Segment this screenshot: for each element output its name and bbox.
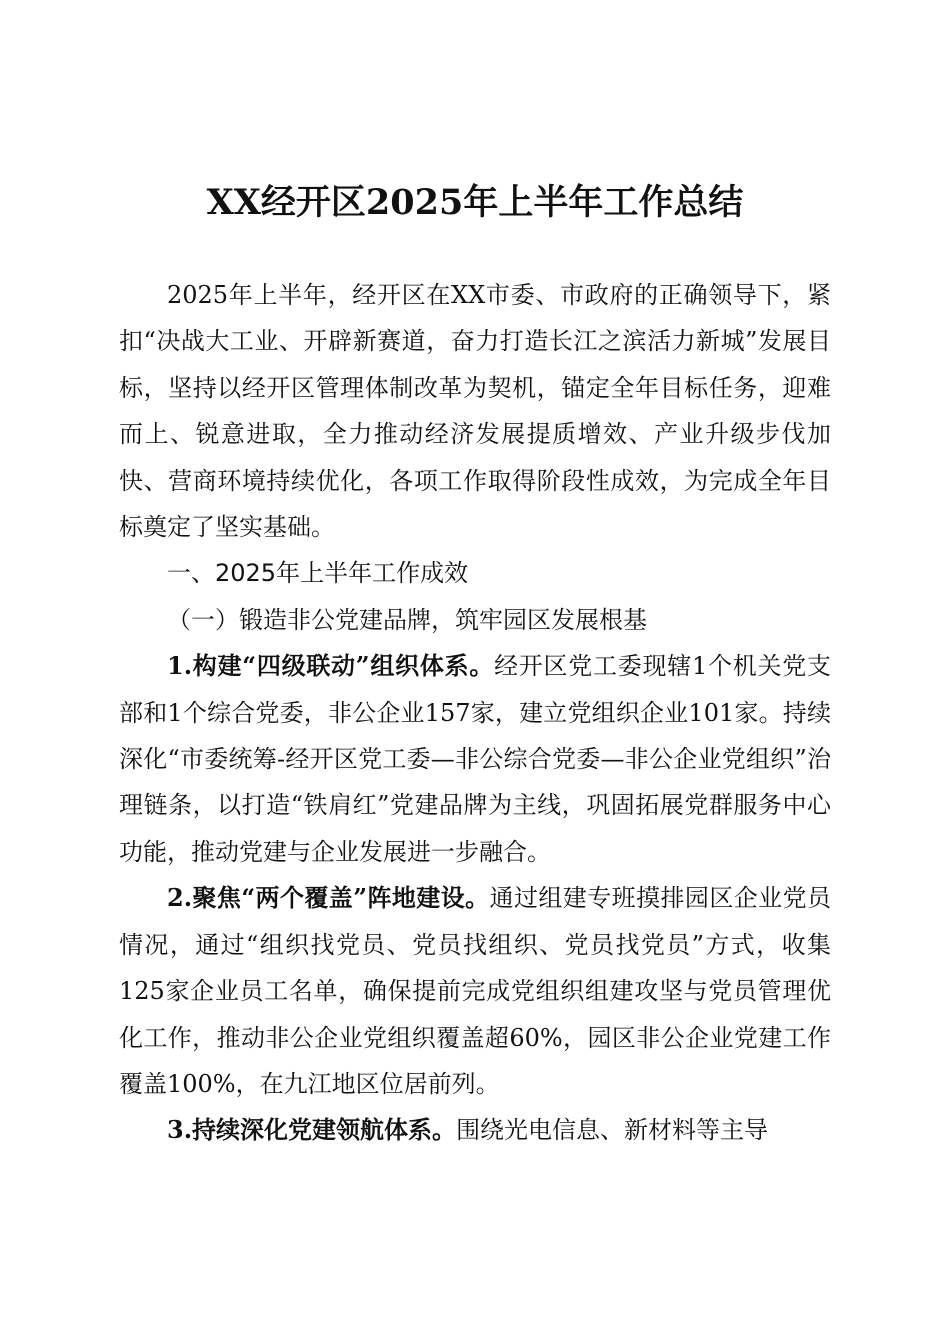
document-body <box>119 272 831 1154</box>
item-text: 通过组建专班摸排园区企业党员情况，通过“组织找党员、党员找组织、党员找党员”方式，收集125家企业员工名单，确保提前完成党组织组建攻坚与党员管理优化工作，推动非公企业党组织覆盖超60%，园区非公企业党建工作覆盖100%，在九江地区位居前列。 <box>119 884 832 1098</box>
intro-paragraph: 2025年上半年，经开区在XX市委、市政府的正确领导下，紧扣“决战大工业、开辟新赛道，奋力打造长江之滨活力新城”发展目标，坚持以经开区管理体制改革为契机，锚定全年目标任务，迎难而上、锐意进取，全力推动经济发展提质增效、产业升级步伐加快、营商环境持续优化，各项工作取得阶段性成效，为完成全年目标奠定了坚实基础。 <box>119 281 831 542</box>
item-lead: 1.构建“四级联动”组织体系。 <box>167 651 495 681</box>
item-paragraph-3 <box>119 1107 831 1153</box>
item-text: 经开区党工委现辖1个机关党支部和1个综合党委，非公企业157家，建立党组织企业101家。持续深化“市委统筹-经开区党工委—非公综合党委—非公企业党组织”治理链条，以打造“铁肩红”党建品牌为主线，巩固拓展党群服务中心功能，推动党建与企业发展进一步融合。 <box>119 652 831 866</box>
subsection-heading: （一）锻造非公党建品牌，筑牢园区发展根基 <box>167 605 647 634</box>
item-lead: 2.聚焦“两个覆盖”阵地建设。 <box>167 883 490 913</box>
item-text: 围绕光电信息、新材料等主导 <box>456 1116 769 1145</box>
item-paragraph-2 <box>119 875 831 1107</box>
item-paragraph-1 <box>119 643 831 875</box>
item-lead: 3.持续深化党建领航体系。 <box>167 1115 457 1145</box>
document-title: XX经开区2025年上半年工作总结 <box>206 182 744 223</box>
section-heading: 一、2025年上半年工作成效 <box>167 559 469 588</box>
